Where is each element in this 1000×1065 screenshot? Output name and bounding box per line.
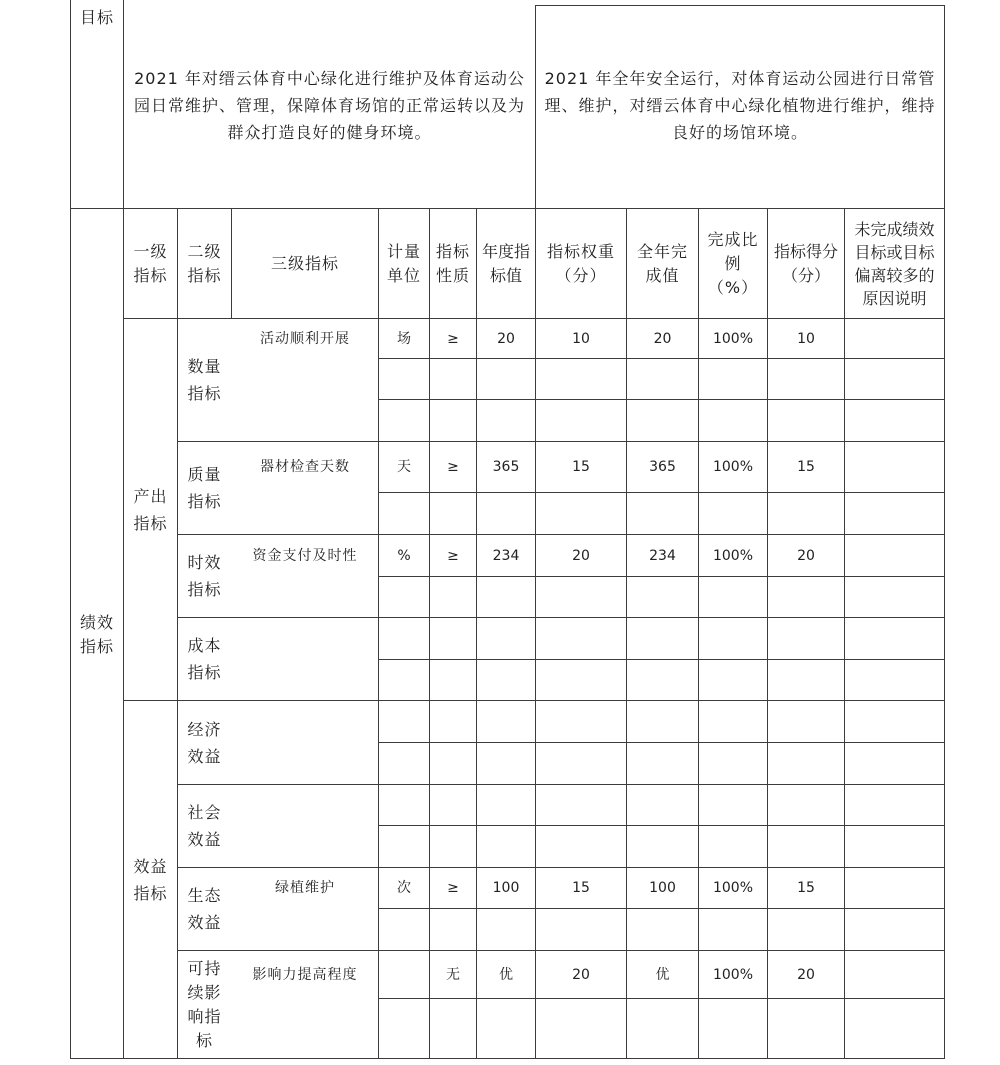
grid-line bbox=[70, 1058, 945, 1059]
row2-target: 365 bbox=[492, 459, 520, 475]
row5-ratio: 100% bbox=[712, 966, 754, 983]
row4-target: 100 bbox=[492, 880, 520, 896]
category-quantity: 数量 指标 bbox=[187, 357, 222, 403]
header-nature: 指标 性质 bbox=[435, 241, 470, 285]
grid-line bbox=[378, 742, 945, 743]
grid-line bbox=[378, 659, 945, 660]
row4-reason bbox=[845, 868, 944, 908]
row1-unit: 场 bbox=[397, 330, 411, 347]
row5-target: 优 bbox=[499, 966, 513, 983]
row3-actual: 234 bbox=[649, 547, 676, 564]
row5-reason bbox=[845, 951, 944, 998]
row3-reason bbox=[845, 535, 944, 576]
grid-line bbox=[378, 399, 945, 400]
row3-score: 20 bbox=[797, 547, 815, 564]
row4-weight: 15 bbox=[572, 880, 590, 896]
performance-indicator-label: 绩效 指标 bbox=[79, 613, 114, 656]
row2-actual: 365 bbox=[649, 459, 676, 475]
row4-indicator: 绿植维护 bbox=[275, 880, 335, 896]
row4-unit: 次 bbox=[397, 880, 411, 896]
row2-weight: 15 bbox=[572, 459, 590, 475]
row1-ratio: 100% bbox=[712, 330, 754, 347]
row1-score: 10 bbox=[797, 330, 815, 347]
row1-actual: 20 bbox=[653, 330, 672, 347]
header-score: 指标得分 （分） bbox=[773, 241, 838, 285]
grid-line bbox=[378, 908, 945, 909]
grid-line bbox=[378, 492, 945, 493]
grid-line bbox=[378, 358, 945, 359]
grid-line bbox=[123, 700, 945, 701]
row2-unit: 天 bbox=[397, 459, 411, 475]
row3-unit: % bbox=[397, 547, 411, 564]
row1-target: 20 bbox=[497, 330, 515, 347]
row5-unit bbox=[379, 951, 429, 998]
row2-score: 15 bbox=[797, 459, 815, 475]
category-cost: 成本 指标 bbox=[187, 636, 222, 682]
row5-weight: 20 bbox=[572, 966, 590, 983]
header-actual-value: 全年完 成值 bbox=[636, 241, 688, 285]
row5-indicator: 影响力提高程度 bbox=[252, 966, 358, 983]
header-annual-target: 年度指 标值 bbox=[481, 241, 530, 285]
goal-planned-text: 2021 年对缙云体育中心绿化进行维护及体育运动公园日常维护、管理，保障体育场馆的正常运转以及为群众打造良好的健身环境。 bbox=[133, 68, 525, 142]
header-unit: 计量 单位 bbox=[386, 241, 421, 285]
row4-actual: 100 bbox=[649, 880, 676, 896]
row2-indicator: 器材检查天数 bbox=[260, 459, 350, 475]
grid-line bbox=[378, 576, 945, 577]
header-completion-ratio: 完成比 例 （%） bbox=[707, 229, 759, 297]
category-economic: 经济 效益 bbox=[187, 719, 222, 766]
grid-line bbox=[535, 5, 945, 6]
group-benefit: 效益 指标 bbox=[133, 857, 168, 903]
goal-actual-text: 2021 年全年安全运行，对体育运动公园进行日常管理、维护，对缙云体育中心绿化植物进行维护，维持良好的场馆环境。 bbox=[544, 68, 936, 142]
row4-score: 15 bbox=[797, 880, 815, 896]
grid-line bbox=[70, 0, 71, 1059]
row1-reason bbox=[845, 319, 944, 358]
goal-label: 目标 bbox=[79, 8, 114, 27]
category-social: 社会 效益 bbox=[187, 803, 222, 849]
row1-nature: ≥ bbox=[447, 330, 459, 347]
header-level2: 二级 指标 bbox=[187, 241, 222, 285]
row3-ratio: 100% bbox=[712, 547, 754, 564]
header-reason: 未完成绩效 目标或目标 偏离较多的 原因说明 bbox=[854, 219, 935, 308]
category-sustainable: 可持 续影 响指 标 bbox=[187, 958, 222, 1050]
row2-reason bbox=[845, 442, 944, 492]
row5-actual: 优 bbox=[655, 966, 670, 983]
header-level3: 三级指标 bbox=[270, 253, 339, 273]
row2-ratio: 100% bbox=[712, 459, 754, 475]
row3-indicator: 资金支付及时性 bbox=[252, 547, 358, 564]
category-quality: 质量 指标 bbox=[187, 465, 222, 511]
row2-nature: ≥ bbox=[447, 459, 459, 475]
row1-indicator: 活动顺利开展 bbox=[260, 330, 350, 347]
row4-nature: ≥ bbox=[447, 880, 459, 896]
grid-line bbox=[177, 617, 945, 618]
grid-line bbox=[944, 5, 945, 1059]
row3-target: 234 bbox=[492, 547, 520, 564]
group-output: 产出 指标 bbox=[133, 487, 168, 533]
category-ecological: 生态 效益 bbox=[187, 886, 222, 932]
grid-line bbox=[378, 825, 945, 826]
row1-weight: 10 bbox=[572, 330, 590, 347]
row5-score: 20 bbox=[797, 966, 815, 983]
row5-nature: 无 bbox=[446, 966, 460, 983]
category-timeliness: 时效 指标 bbox=[187, 553, 222, 599]
grid-line bbox=[177, 784, 945, 785]
header-weight: 指标权重 （分） bbox=[546, 241, 615, 285]
header-level1: 一级 指标 bbox=[133, 241, 168, 285]
row4-ratio: 100% bbox=[712, 880, 754, 896]
row3-nature: ≥ bbox=[447, 547, 459, 564]
row3-weight: 20 bbox=[572, 547, 590, 564]
grid-line bbox=[378, 998, 945, 999]
